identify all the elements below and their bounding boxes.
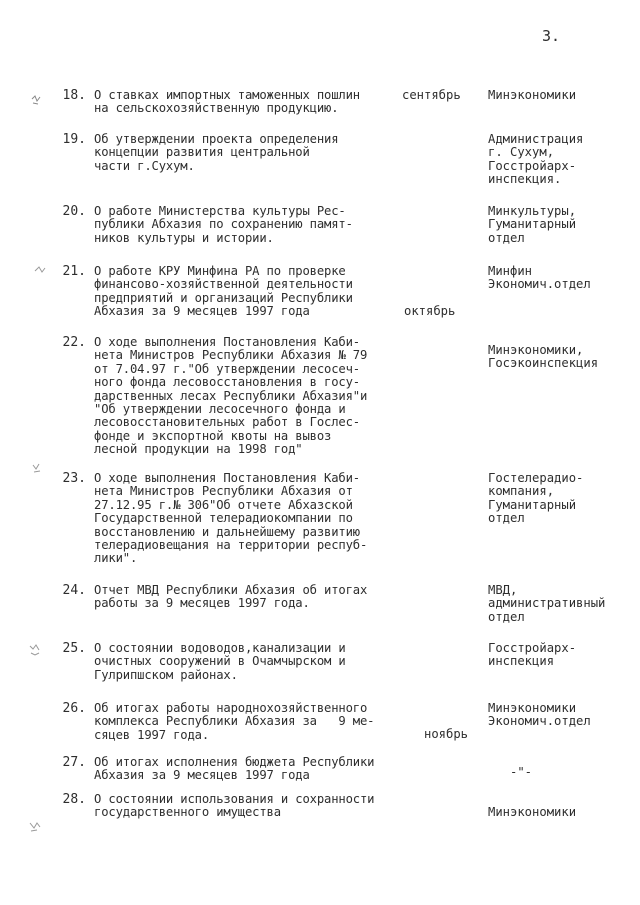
entry-number: 24. xyxy=(62,583,86,598)
entry-text: Отчет МВД Республики Абхазия об итогах работы за 9 месяцев 1997 года. xyxy=(94,583,368,611)
entry-number: 27. xyxy=(62,755,86,770)
entry-text: Об утверждении проекта определения концепции развития центральной части г.Сухум. xyxy=(94,132,339,173)
binder-mark-4 xyxy=(28,642,42,656)
entry-text: О работе Министерства культуры Рес- публики Абхазия по сохранению памят- ников культуры и истории. xyxy=(94,204,353,245)
entry-text: О ходе выполнения Постановления Каби- нета Министров Республики Абхазия № 79 от 7.04.97 г."Об утверждении лесосеч- ного фонда лесовосстановления в госу- дарственных лесах Республики Абхазия"и "Об утверждении лесосечного фонда и лесовосстановительных работ в Гослес- фонде и экспортной квоты на вывоз лесной продукции на 1998 год" xyxy=(94,335,368,457)
entry-responsible: Минэкономики xyxy=(488,805,577,819)
entry-number: 26. xyxy=(62,701,86,716)
entry-date: ноябрь xyxy=(424,727,469,741)
entry-number: 19. xyxy=(62,132,86,147)
entry-responsible: -"- xyxy=(488,765,533,779)
entry-date: октябрь xyxy=(404,304,456,318)
entry-number: 21. xyxy=(62,264,86,279)
entry-text: Об итогах исполнения бюджета Республики Абхазия за 9 месяцев 1997 года xyxy=(94,755,375,783)
entry-responsible: Администрация г. Сухум, Госстройарх- инспекция. xyxy=(488,132,584,187)
entry-responsible: Минфин Экономич.отдел xyxy=(488,264,591,292)
entry-number: 28. xyxy=(62,792,86,807)
entry-responsible: Минэкономики xyxy=(488,88,577,102)
binder-mark-5 xyxy=(28,818,42,832)
entry-number: 23. xyxy=(62,471,86,486)
entry-text: О состоянии водоводов,канализации и очистных сооружений в Очамчырском и Гулрипшском районах. xyxy=(94,641,346,682)
entry-text: О состоянии использования и сохранности государственного имущества xyxy=(94,792,375,820)
entry-date: сентябрь xyxy=(402,88,461,102)
binder-mark-1 xyxy=(30,92,44,106)
entry-number: 22. xyxy=(62,335,86,350)
entry-responsible: Минэкономики Экономич.отдел xyxy=(488,701,591,729)
entry-responsible: Госстройарх- инспекция xyxy=(488,641,577,669)
entry-responsible: Гостелерадио- компания, Гуманитарный отдел xyxy=(488,471,584,526)
entry-text: О работе КРУ Минфина РА по проверке финансово-хозяйственной деятельности предприятий и организаций Республики Абхазия за 9 месяцев 1997 года xyxy=(94,264,353,319)
entry-number: 20. xyxy=(62,204,86,219)
page-number: 3. xyxy=(542,27,561,45)
binder-mark-3 xyxy=(30,460,44,474)
entry-text: Об итогах работы народнохозяйственного комплекса Республики Абхазия за 9 ме- сяцев 1997 года. xyxy=(94,701,375,742)
entry-number: 18. xyxy=(62,88,86,103)
entry-responsible: Минкультуры, Гуманитарный отдел xyxy=(488,204,577,245)
entry-number: 25. xyxy=(62,641,86,656)
binder-mark-2 xyxy=(33,262,47,276)
entry-responsible: МВД, административный отдел xyxy=(488,583,606,624)
entry-text: О ставках импортных таможенных пошлин на сельскохозяйственную продукцию. xyxy=(94,88,360,116)
entry-responsible: Минэкономики, Госэкоинспекция xyxy=(488,343,599,371)
entry-text: О ходе выполнения Постановления Каби- нета Министров Республики Абхазия от 27.12.95 г.№ 306"Об отчете Абхазской Государственной телерадиокомпании по восстановлению и дальнейшему развитию телерадиовещания на территории респуб- лики". xyxy=(94,471,368,566)
